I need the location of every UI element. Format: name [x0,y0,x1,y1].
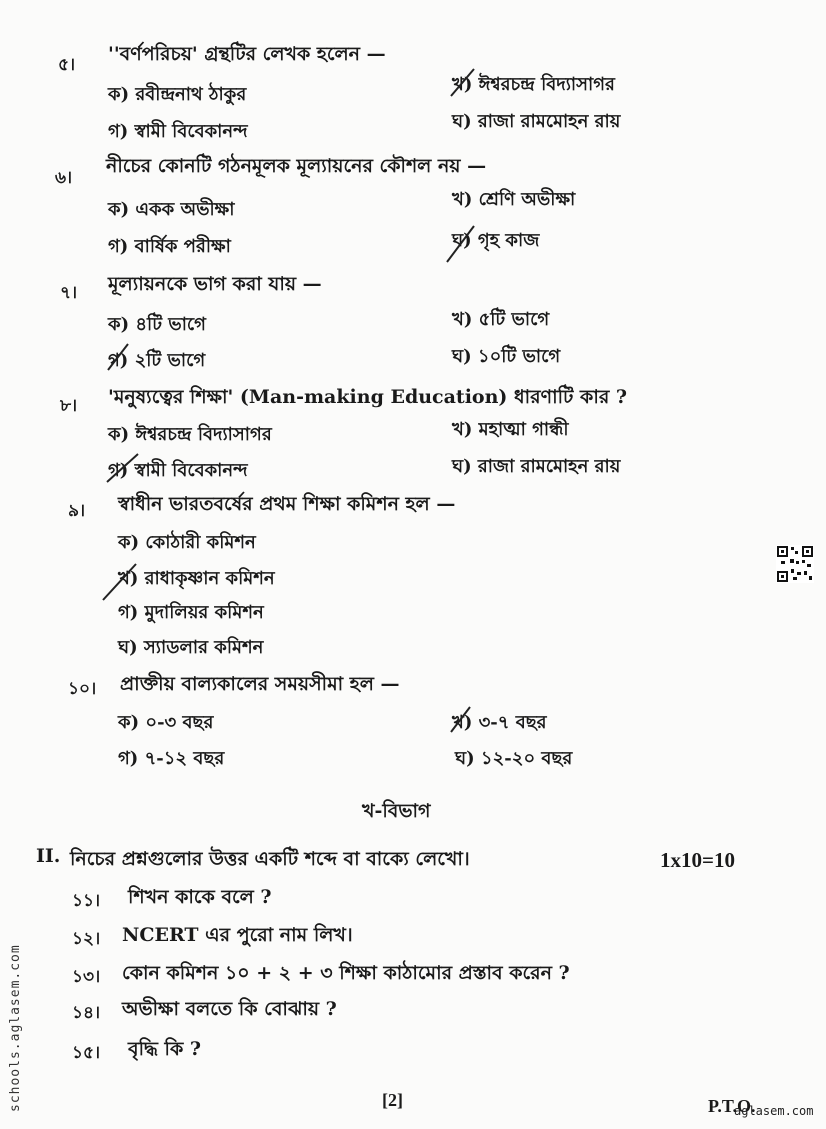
q10-option-c: গ) ৭-১২ বছর [118,748,225,769]
q12-number: ১২। [72,929,101,949]
q10-option-d: ঘ) ১২-২০ বছর [455,748,573,769]
q13-text: কোন কমিশন ১০ + ২ + ৩ শিক্ষা কাঠামোর প্রস্তাব করেন ? [122,962,570,984]
q10-number: ১০। [68,679,97,699]
section-instruction: নিচের প্রশ্নগুলোর উত্তর একটি শব্দে বা বাক্যে লেখো। [70,848,470,870]
q7-text: মূল্যায়নকে ভাগ করা যায় — [108,273,322,295]
q6-number: ৬। [55,168,73,188]
q8-option-c: গ) স্বামী বিবেকানন্দ [108,460,248,481]
q6-option-d: ঘ) গৃহ কাজ [452,230,540,251]
q8-option-a: ক) ঈশ্বরচন্দ্র বিদ্যাসাগর [108,424,272,445]
answer-tick-icon [448,704,474,734]
q8-option-d: ঘ) রাজা রামমোহন রায় [452,456,621,477]
qr-code-icon [776,545,814,583]
section-marks: 1x10=10 [660,848,735,872]
side-watermark: schools.aglasem.com [8,944,23,1112]
q11-text: শিখন কাকে বলে ? [128,886,272,908]
q15-text: বৃদ্ধি কি ? [128,1038,202,1060]
q5-option-a: ক) রবীন্দ্রনাথ ঠাকুর [108,84,247,105]
answer-tick-icon [100,560,140,602]
q9-option-d: ঘ) স্যাডলার কমিশন [118,637,264,658]
q8-number: ৮। [60,396,78,416]
answer-tick-icon [104,340,132,372]
q7-option-b: খ) ৫টি ভাগে [452,309,550,330]
q15-number: ১৫। [72,1043,101,1063]
q9-text: স্বাধীন ভারতবর্ষের প্রথম শিক্ষা কমিশন হল — [118,493,456,515]
site-watermark: aglasem.com [734,1104,814,1118]
q7-option-d: ঘ) ১০টি ভাগে [452,346,561,367]
q10-text: প্রাক্তীয় বাল্যকালের সময়সীমা হল — [120,673,400,695]
q12-text: NCERT এর পুরো নাম লিখ। [122,924,353,946]
page-number: [2] [382,1090,403,1110]
q11-number: ১১। [72,891,101,911]
q8-option-b: খ) মহাত্মা গান্ধী [452,419,569,440]
q8-text: 'মনুষ্যত্বের শিক্ষা' (Man-making Education) ধারণাটি কার ? [108,386,628,408]
q9-option-a: ক) কোঠারী কমিশন [118,532,256,553]
pto-label: P.T.O. [708,1096,756,1116]
q9-option-b: খ) রাধাকৃষ্ণান কমিশন [118,568,275,589]
q10-option-a: ক) ০-৩ বছর [118,712,214,733]
q10-option-b: খ) ৩-৭ বছর [452,712,547,733]
q5-text: ''বর্ণপরিচয়' গ্রন্থটির লেখক হলেন — [108,43,386,65]
q14-number: ১৪। [72,1003,101,1023]
q7-option-a: ক) ৪টি ভাগে [108,314,206,335]
q5-option-c: গ) স্বামী বিবেকানন্দ [108,121,248,142]
q5-option-d: ঘ) রাজা রামমোহন রায় [452,111,621,132]
q9-option-c: গ) মুদালিয়র কমিশন [118,602,264,623]
q5-number: ৫। [58,55,76,75]
section-roman-number: II. [36,845,61,867]
q6-option-c: গ) বার্ষিক পরীক্ষা [108,236,231,257]
q6-option-a: ক) একক অভীক্ষা [108,199,235,220]
q6-option-b: খ) শ্রেণি অভীক্ষা [452,189,576,210]
answer-tick-icon [444,222,478,264]
q7-option-c: গ) ২টি ভাগে [108,350,206,371]
q14-text: অভীক্ষা বলতে কি বোঝায় ? [122,998,337,1020]
answer-tick-icon [104,450,142,484]
q5-option-b: খ) ঈশ্বরচন্দ্র বিদ্যাসাগর [452,74,615,95]
section-title: খ-বিভাগ [362,800,431,822]
q9-number: ৯। [68,501,86,521]
answer-tick-icon [448,66,478,98]
q6-text: নীচের কোনটি গঠনমূলক মূল্যায়নের কৌশল নয় — [106,155,487,177]
q13-number: ১৩। [72,967,101,987]
q7-number: ৭। [60,283,78,303]
